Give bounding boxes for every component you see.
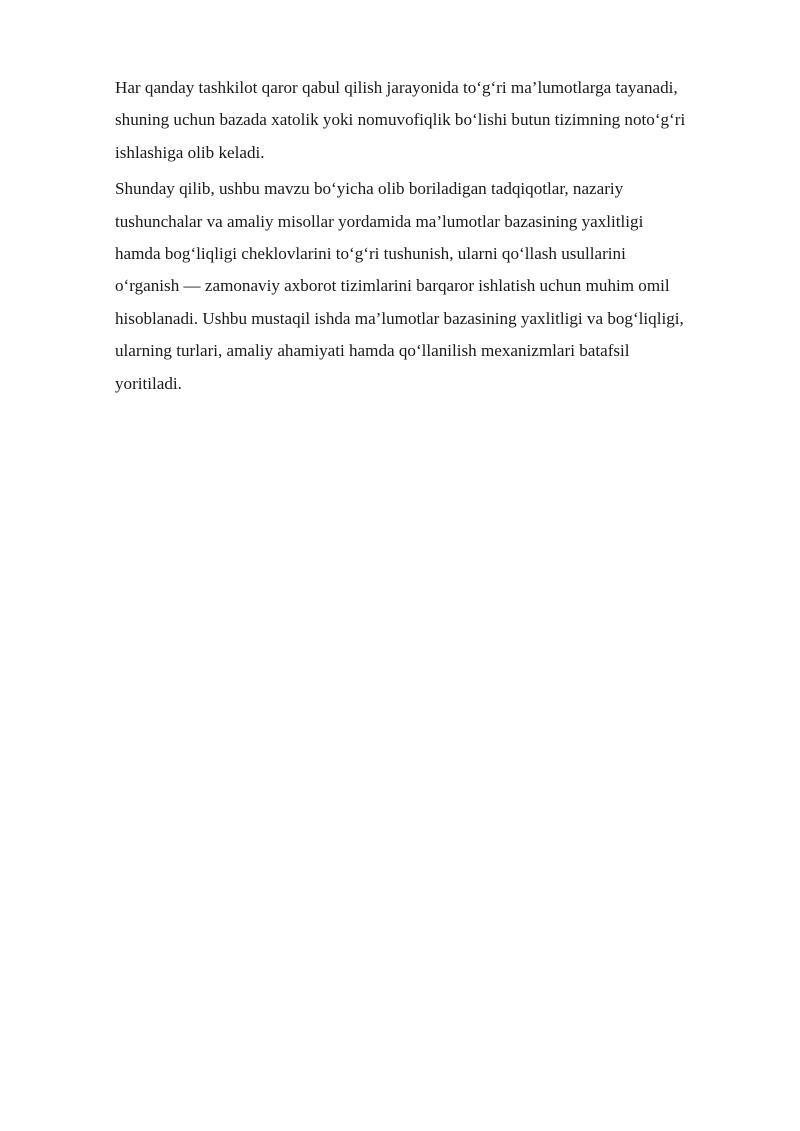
paragraph-line: ishlashiga olib keladi. xyxy=(115,142,265,162)
paragraph-line: hisoblanadi. Ushbu mustaqil ishda ma’lumotlar bazasining yaxlitligi va bog‘liqligi, xyxy=(115,308,684,328)
paragraph-line: hamda bog‘liqligi cheklovlarini to‘g‘ri tushunish, ularni qo‘llash usullarini xyxy=(115,244,626,264)
paragraph-line: Har qanday tashkilot qaror qabul qilish jarayonida to‘g‘ri ma’lumotlarga tayanadi, xyxy=(115,78,678,97)
paragraph-line: o‘rganish — zamonaviy axborot tizimlarini barqaror ishlatish uchun muhim omil xyxy=(115,276,670,296)
paragraph-line: ularning turlari, amaliy ahamiyati hamda qo‘llanilish mexanizmlari batafsil xyxy=(115,341,630,361)
paragraph-line: tushunchalar va amaliy misollar yordamida ma’lumotlar bazasining yaxlitligi xyxy=(115,211,644,231)
paragraph-line: yoritiladi. xyxy=(115,373,182,393)
paragraph-line: shuning uchun bazada xatolik yoki nomuvofiqlik bo‘lishi butun tizimning noto‘g‘ri xyxy=(115,110,686,130)
paragraph-line: Shunday qilib, ushbu mavzu bo‘yicha olib boriladigan tadqiqotlar, nazariy xyxy=(115,179,624,199)
paragraph-1 xyxy=(115,72,760,169)
document-body xyxy=(115,72,760,400)
paragraph-2 xyxy=(115,173,760,400)
